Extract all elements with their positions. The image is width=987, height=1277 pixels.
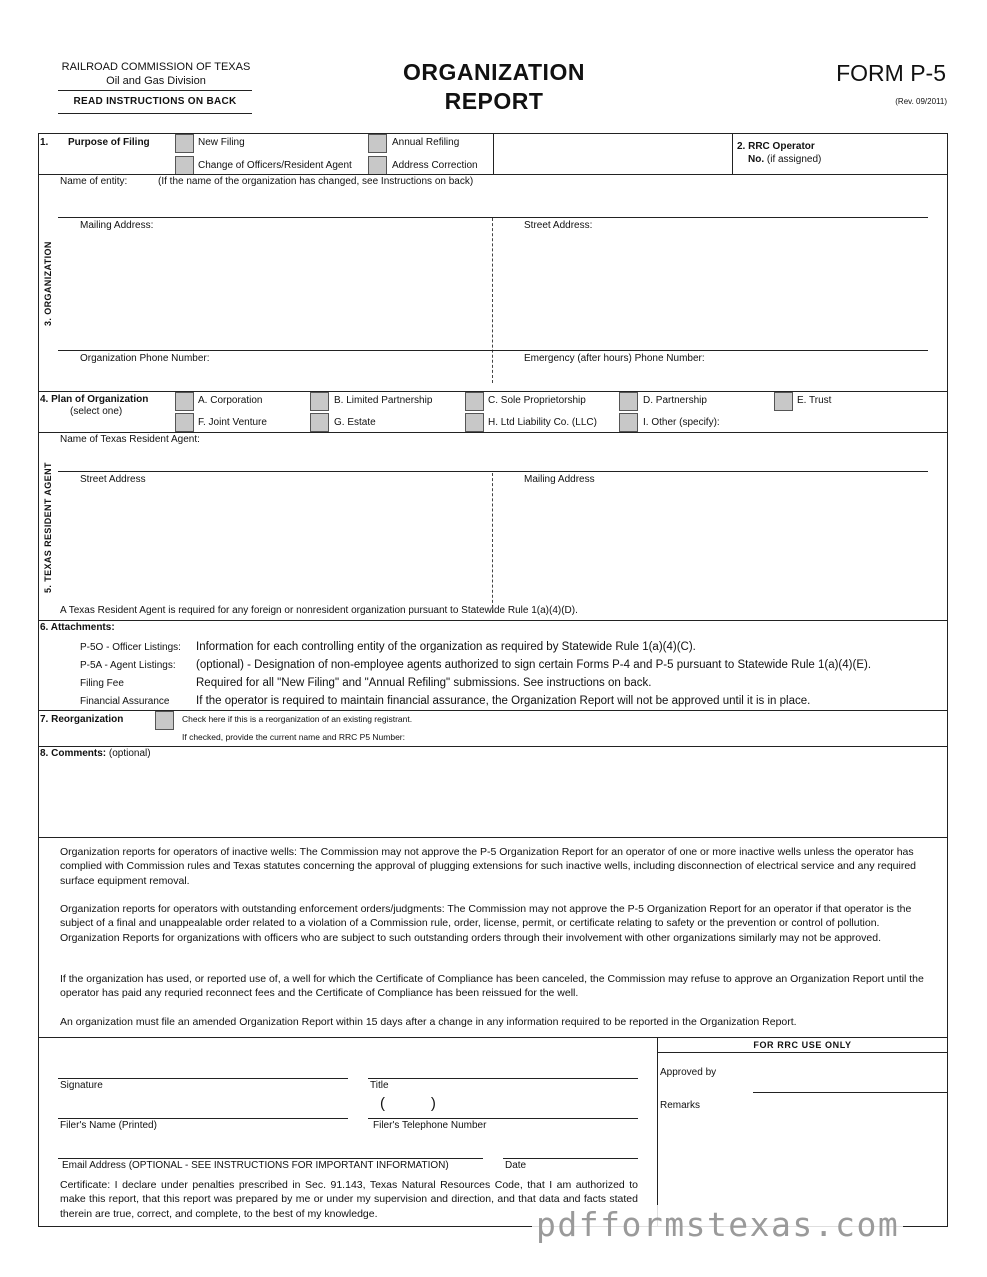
division-name: Oil and Gas Division <box>106 75 206 87</box>
s8-note: (optional) <box>108 748 151 759</box>
entity-name-note: (If the name of the organization has changed, see Instructions on back) <box>158 176 474 187</box>
notice-certificate-compliance: If the organization has used, or reported use of, a well for which the Certificate of Compliance has been canceled, the Commission may refuse to approve an Organization Report until the operator has paid any requried reconnect fees and the Certificate of Compliance has been reissued for the well. <box>60 973 924 1000</box>
other-label: I. Other (specify): <box>643 417 720 428</box>
rrc-use-heading: FOR RRC USE ONLY <box>753 1040 852 1050</box>
annual-refiling-label: Annual Refiling <box>392 137 460 148</box>
entity-name-input[interactable] <box>58 217 928 218</box>
new-filing-checkbox[interactable] <box>175 134 194 153</box>
remarks-label: Remarks <box>660 1100 701 1111</box>
s1-bottom-rule <box>38 174 948 175</box>
reorganization-check-text: Check here if this is a reorganization of an existing registrant. <box>182 714 413 724</box>
corporation-checkbox[interactable] <box>175 392 194 411</box>
attachment-name: P-5O - Officer Listings: <box>80 642 181 653</box>
form-title-line2: REPORT <box>444 88 544 114</box>
s5-vertical-label: 5. TEXAS RESIDENT AGENT <box>43 462 53 593</box>
corporation-label: A. Corporation <box>198 395 263 406</box>
email-label: Email Address (OPTIONAL - SEE INSTRUCTIONS FOR IMPORTANT INFORMATION) <box>62 1160 449 1171</box>
annual-refiling-checkbox[interactable] <box>368 134 387 153</box>
s2-label: 2. RRC Operator <box>737 141 815 152</box>
address-correction-checkbox[interactable] <box>368 156 387 175</box>
attachment-desc: If the operator is required to maintain financial assurance, the Organization Report will not be approved until it is in place. <box>196 695 811 707</box>
attachment-name: Financial Assurance <box>80 696 170 707</box>
form-title-line1: ORGANIZATION <box>403 59 585 85</box>
trust-checkbox[interactable] <box>774 392 793 411</box>
operator-number-input[interactable] <box>493 133 733 174</box>
signature-label: Signature <box>60 1080 103 1091</box>
comments-input[interactable] <box>40 762 946 834</box>
agent-mailing-label: Mailing Address <box>524 474 595 485</box>
header-rule-bottom <box>58 113 252 114</box>
trust-label: E. Trust <box>797 395 832 406</box>
certificate-text: Certificate: I declare under penalties prescribed in Sec. 91.143, Texas Natural Resources Code, that I am authorized to make this report, that this report was prepared by me or under my supervision and direction, and that data and facts stated therein are true, correct, and complete, to the best of my knowledge. <box>60 1179 638 1220</box>
attachment-name: Filing Fee <box>80 678 124 689</box>
change-officers-checkbox[interactable] <box>175 156 194 175</box>
title-input[interactable] <box>368 1078 638 1079</box>
approved-by-label: Approved by <box>660 1067 717 1078</box>
s4-bottom-rule <box>38 432 948 433</box>
s6-label: 6. Attachments: <box>40 622 115 633</box>
agent-address-divider <box>492 473 493 613</box>
resident-agent-note: A Texas Resident Agent is required for any foreign or nonresident organization pursuant to Statewide Rule 1(a)(4)(D). <box>60 605 578 616</box>
org-address-rule <box>58 350 928 351</box>
s7-bottom-rule <box>38 746 948 747</box>
agency-name: RAILROAD COMMISSION OF TEXAS <box>61 61 251 73</box>
s5-bottom-rule <box>38 620 948 621</box>
llc-checkbox[interactable] <box>465 413 484 432</box>
limited-partnership-checkbox[interactable] <box>310 392 329 411</box>
phone-area-code-parens: ( ) <box>380 1095 436 1112</box>
email-input[interactable] <box>58 1158 483 1159</box>
s2-note: (if assigned) <box>766 154 822 165</box>
header-rule-top <box>58 90 252 91</box>
partnership-checkbox[interactable] <box>619 392 638 411</box>
filer-name-label: Filer's Name (Printed) <box>60 1120 157 1131</box>
resident-agent-name-label: Name of Texas Resident Agent: <box>60 434 200 445</box>
org-mailing-label: Mailing Address: <box>80 220 154 231</box>
s2-label-line2 <box>748 154 821 165</box>
sole-proprietorship-label: C. Sole Proprietorship <box>488 395 586 406</box>
rrc-heading-rule <box>657 1052 948 1053</box>
joint-venture-checkbox[interactable] <box>175 413 194 432</box>
approved-by-line <box>753 1092 947 1093</box>
form-id: FORM P-5 <box>836 60 946 86</box>
org-street-label: Street Address: <box>524 220 593 231</box>
attachment-desc: Required for all "New Filing" and "Annual Refiling" submissions. See instructions on back. <box>196 677 652 689</box>
attachment-name: P-5A - Agent Listings: <box>80 660 176 671</box>
estate-label: G. Estate <box>334 417 376 428</box>
s3-vertical-label: 3. ORGANIZATION <box>43 241 53 326</box>
org-address-divider <box>492 218 493 383</box>
joint-venture-label: F. Joint Venture <box>198 417 267 428</box>
reorganization-provide-text: If checked, provide the current name and RRC P5 Number: <box>182 732 405 742</box>
s8-bottom-rule <box>38 837 948 838</box>
attachment-desc: (optional) - Designation of non-employee agents authorized to sign certain Forms P-4 and P-5 pursuant to Statewide Rule 1(a)(4)(E). <box>196 659 872 671</box>
s1-label: Purpose of Filing <box>68 137 150 148</box>
partnership-label: D. Partnership <box>643 395 707 406</box>
watermark: pdfformstexas.com <box>532 1205 903 1244</box>
org-phone-label: Organization Phone Number: <box>80 353 210 364</box>
sole-proprietorship-checkbox[interactable] <box>465 392 484 411</box>
estate-checkbox[interactable] <box>310 413 329 432</box>
instructions-note: READ INSTRUCTIONS ON BACK <box>73 96 237 107</box>
date-label: Date <box>505 1160 527 1171</box>
notice-enforcement: Organization reports for operators with outstanding enforcement orders/judgments: The Commission may not approve the P-5 Organization Report for an operator if that operator is the subject of a final and unappealable order related to a violation of a Commission rule, order, license, permit, or certificate relating to safety or the prevention or control of pollution. Organization Reports for organizations with officers who are subject to such outstanding orders through their involvement with other organizations similarly may not be approved. <box>60 903 912 944</box>
s8-title: 8. Comments: <box>40 748 107 759</box>
limited-partnership-label: B. Limited Partnership <box>334 395 433 406</box>
title-label: Title <box>370 1080 389 1091</box>
filer-phone-label: Filer's Telephone Number <box>373 1120 487 1131</box>
reorganization-checkbox[interactable] <box>155 711 174 730</box>
s1-number: 1. <box>40 137 49 148</box>
other-checkbox[interactable] <box>619 413 638 432</box>
filer-name-input[interactable] <box>58 1118 348 1119</box>
s4-sub: (select one) <box>70 406 123 417</box>
notice-inactive-wells: Organization reports for operators of inactive wells: The Commission may not approve the P-5 Organization Report for an operator of one or more inactive wells unless the operator has complied with Commission rules and Texas statutes concerning the approval of plugging extensions for such inactive wells, including disconnection of electrical service and any required surface equipment removal. <box>60 846 917 887</box>
agent-street-label: Street Address <box>80 474 146 485</box>
notice-amended-report: An organization must file an amended Organization Report within 15 days after a change in any information required to be reported in the Organization Report. <box>60 1016 797 1028</box>
change-officers-label: Change of Officers/Resident Agent <box>198 160 352 171</box>
attachment-desc: Information for each controlling entity of the organization as required by Statewide Rule 1(a)(4)(C). <box>196 641 696 653</box>
s4-label: 4. Plan of Organization <box>40 394 149 405</box>
filer-phone-input[interactable] <box>368 1118 638 1119</box>
form-revision: (Rev. 09/2011) <box>895 97 947 106</box>
address-correction-label: Address Correction <box>392 160 478 171</box>
s6-bottom-rule <box>38 710 948 711</box>
date-input[interactable] <box>503 1158 638 1159</box>
new-filing-label: New Filing <box>198 137 245 148</box>
emergency-phone-label: Emergency (after hours) Phone Number: <box>524 353 705 364</box>
entity-name-label: Name of entity: <box>60 176 128 187</box>
s7-label: 7. Reorganization <box>40 714 124 725</box>
resident-agent-name-input[interactable] <box>58 471 928 472</box>
s8-label <box>40 748 151 759</box>
signature-input[interactable] <box>58 1078 348 1079</box>
llc-label: H. Ltd Liability Co. (LLC) <box>488 417 597 428</box>
s2-no: No. <box>748 154 765 165</box>
